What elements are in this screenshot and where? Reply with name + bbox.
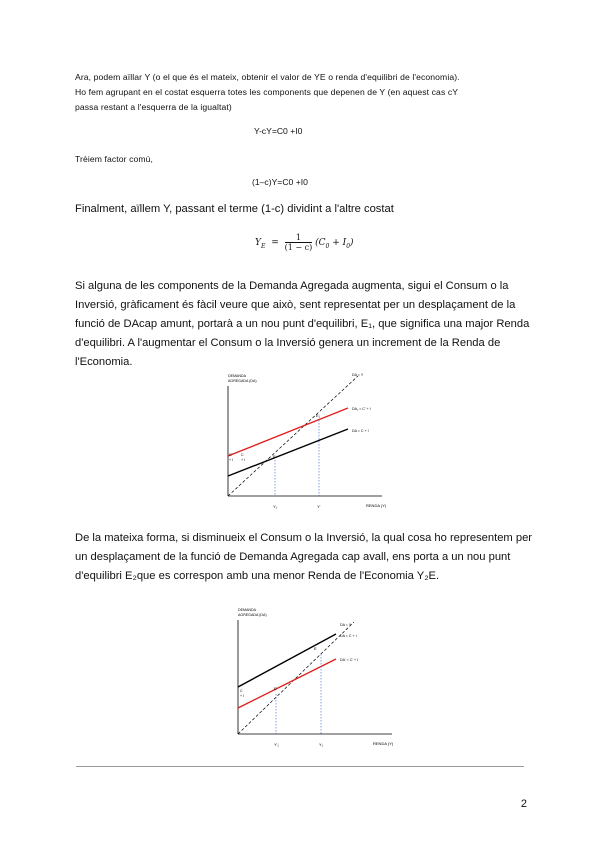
fig2-red-label: DA' = C' + I (340, 658, 359, 662)
paragraph-line: un desplaçament de la funció de Demanda Agregada cap avall, ens porta a un nou punt (75, 551, 511, 563)
paragraph-line: Si alguna de les components de la Demanda Agregada augmenta, sigui el Consum o la (75, 280, 509, 292)
fig1-45-line (228, 376, 358, 496)
fig2-ylabel2: AGREGADA (DA) (238, 613, 267, 617)
fig1-point-e1: E₁ (316, 413, 321, 418)
paragraph-line: De la mateixa forma, si disminueix el Consum o la Inversió, la qual cosa ho representem per (75, 532, 533, 544)
fig2-black-label: DA = C + I (340, 634, 357, 638)
formula-sub: 0 (325, 242, 330, 250)
formula-rhs: (C (315, 238, 326, 248)
intro-paragraph (75, 70, 460, 115)
footer-divider (76, 766, 524, 767)
formula-eq: = (271, 238, 279, 248)
fig2-x1-label: Y'₁ (274, 742, 279, 747)
page-number: 2 (520, 798, 527, 810)
fig1-45-label: DA = Y (352, 373, 364, 377)
fig1-int-black1: C (241, 453, 244, 457)
fig2-ylabel1: DEMANDA (238, 608, 256, 612)
paragraph-line: Inversió, gràficament és fàcil veure que això, sent representat per un desplaçament de la (75, 299, 516, 311)
paragraph-increase (75, 277, 529, 372)
formula-denominator: (1 − c) (284, 243, 313, 252)
fig1-point-e: E (273, 454, 276, 459)
fig1-black-label: DA = C + I (352, 429, 369, 433)
finally-text: Finalment, aïllem Y, passant el terme (1-c) dividint a l'altre costat (75, 203, 394, 215)
fig1-red-line (228, 408, 348, 456)
fig2-int-black2: + I (240, 694, 245, 698)
formula-lhs-sub: E (260, 242, 266, 250)
intro-line: Ho fem agrupant en el costat esquerra totes les components que depenen de Y (en aquest cas cY (75, 87, 459, 97)
fig1-ylabel2: AGREGADA (DA) (228, 379, 257, 383)
formula-rhs-mid: + I (329, 238, 347, 248)
formula-sub: 0 (346, 242, 351, 250)
paragraph-line: l'Economia. (75, 356, 133, 368)
fig2-int-black1: C (240, 689, 243, 693)
fig1-x2-label: Y' (317, 504, 321, 509)
formula-fraction (285, 233, 313, 252)
paragraph-line: d'equilibri E₂que es correspon amb una menor Renda de l'Economia Y₂E. (75, 570, 440, 582)
fig1-xlabel: RENDA (Y) (366, 503, 387, 508)
figure-decrease (228, 604, 400, 752)
paragraph-line: funció de DAcap amunt, portarà a un nou punt d'equilibri, E₁, que significa una major Renda (75, 318, 530, 330)
fig1-int-red1: C' (229, 453, 233, 457)
figure-increase (218, 370, 390, 516)
intro-line: passa restant a l'esquerra de la igualtat) (75, 102, 232, 112)
formula-rhs-end: ) (350, 238, 354, 248)
fig1-int-red2: + I (229, 458, 234, 462)
formula-lhs: Y (255, 238, 261, 248)
equation-1: Y-cY=C0 +I0 (254, 126, 303, 136)
paragraph-decrease (75, 529, 532, 586)
fig2-xlabel: RENDA (Y) (373, 741, 394, 746)
fig2-45-label: DA = Y (340, 623, 352, 627)
fig1-ylabel1: DEMANDA (228, 374, 246, 378)
intro-line: Ara, podem aïllar Y (o el que és el mateix, obtenir el valor de YE o renda d'equilibri de l'economia). (75, 72, 460, 82)
fig1-int-black2: + I (241, 458, 246, 462)
fig2-x2-label: Y₁ (319, 742, 324, 747)
fig1-black-line (228, 429, 348, 476)
equation-2: (1–c)Y=C0 +I0 (252, 177, 308, 187)
fig2-point-e2: E' (274, 686, 278, 691)
factor-text: Trèiem factor comú, (75, 154, 153, 164)
fig2-point-e: E (314, 646, 317, 651)
fig1-x1-label: Y₁ (273, 504, 278, 509)
formula-numerator: 1 (285, 233, 313, 243)
fig1-red-label: DA₁ = C' + I (352, 407, 371, 411)
paragraph-line: d'equilibri. A l'augmentar el Consum o la Inversió genera un increment de la Renda de (75, 337, 501, 349)
equilibrium-formula (255, 233, 354, 252)
